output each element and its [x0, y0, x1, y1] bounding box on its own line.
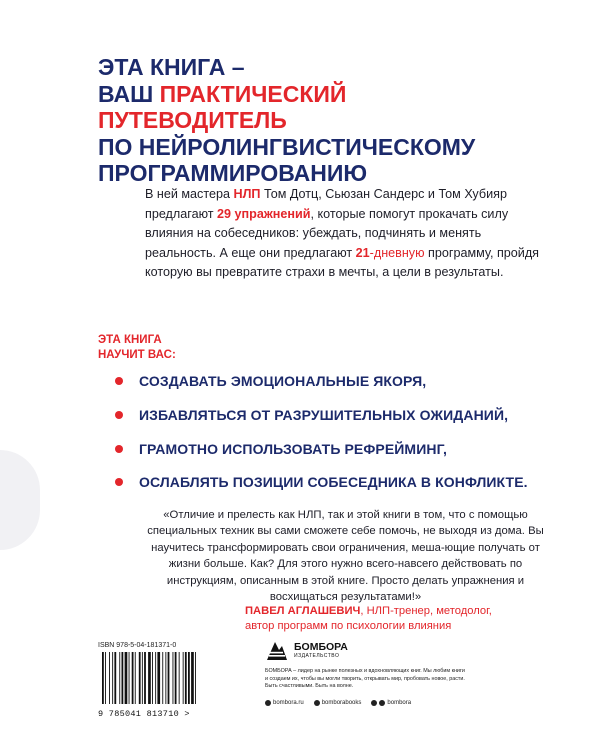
isbn-label: ISBN 978-5-04-181371-0: [98, 642, 177, 649]
intro-text-1: В ней мастера: [145, 187, 234, 201]
barcode-bar: [165, 652, 166, 704]
play-icon: [379, 700, 385, 706]
barcode-bar: [129, 652, 130, 704]
intro-nlp: НЛП: [233, 187, 261, 201]
barcode-bar: [119, 652, 120, 704]
teaches-heading: [98, 333, 176, 363]
testimonial-author: [245, 604, 545, 633]
bullet-dot-icon: [115, 377, 123, 385]
testimonial-quote: «Отличие и прелесть как НЛП, так и этой книги в том, что с помощью специальных техник вы сами сможете себе помочь, не выходя из дома. Вы научитесь трансформировать свои ограничения, меша-ющие получать от жизни больше. Как? Для этого нужно всего-навсего действовать по инструкциям, описанным в этой книге. Просто делать упражнения и восхищаться результатами!»: [147, 509, 544, 604]
social-vk-label: bomborabooks: [321, 700, 362, 706]
barcode-bar: [162, 652, 163, 704]
intro-text-4: программу, пройдя которую вы превратите страхи в мечты, а цели в результаты.: [145, 245, 539, 280]
author-role-1: , НЛП-тренер, методолог,: [360, 605, 492, 617]
intro-days-word: -дневную: [369, 245, 425, 260]
social-tg: [371, 700, 411, 706]
barcode-bar: [183, 652, 184, 704]
barcode-bar: [109, 652, 110, 704]
barcode-bar: [112, 652, 113, 704]
list-item-text: ГРАМОТНО ИСПОЛЬЗОВАТЬ РЕФРЕЙМИНГ,: [139, 440, 448, 457]
bullet-dot-icon: [115, 478, 123, 486]
globe-icon: [265, 700, 271, 706]
intro-text-3: , которые помогут прокачать силу влияния на собеседников: убеждать, подчинять и менять реальность. А еще они предлагают: [145, 206, 509, 260]
barcode-digits: 9 785041 813710 >: [98, 709, 190, 719]
list-item-text: СОЗДАВАТЬ ЭМОЦИОНАЛЬНЫЕ ЯКОРЯ,: [139, 373, 427, 389]
telegram-icon: [371, 700, 377, 706]
list-item: [115, 473, 585, 491]
barcode-bar: [102, 652, 104, 704]
headline-accent-1: ПРАКТИЧЕСКИЙ: [159, 80, 347, 107]
author-name: ПАВЕЛ АГЛАШЕВИЧ: [245, 605, 361, 617]
list-item-text: ИЗБАВЛЯТЬСЯ ОТ РАЗРУШИТЕЛЬНЫХ ОЖИДАНИЙ,: [139, 406, 509, 423]
publisher-name: БОМБОРА: [294, 640, 348, 653]
vk-icon: [314, 700, 320, 706]
barcode-bar: [179, 652, 180, 704]
intro-text-2: Том Дотц, Сьюзан Сандерс и Том Хубияр предлагают: [145, 187, 507, 221]
barcode-bar: [139, 652, 141, 704]
intro-days-num: 21: [355, 245, 370, 260]
headline: [98, 54, 568, 187]
barcode-bar: [125, 652, 128, 704]
social-site-label: bombora.ru: [273, 700, 304, 706]
barcode-bar: [168, 652, 170, 704]
author-role-2: автор программ по психологии влияния: [245, 619, 452, 632]
list-item: [115, 372, 585, 390]
headline-line-1: ЭТА КНИГА –: [98, 54, 245, 80]
barcode-bar: [105, 652, 106, 704]
teaches-line-1: ЭТА КНИГА: [98, 334, 162, 346]
barcode-bar: [155, 652, 156, 704]
barcode-bar: [114, 652, 116, 704]
barcode-bar: [173, 652, 174, 704]
barcode-block: [98, 642, 244, 719]
barcode-bar: [132, 652, 134, 704]
barcode-bar: [157, 652, 160, 704]
intro-paragraph: [145, 185, 555, 283]
bullet-dot-icon: [115, 411, 123, 419]
barcode-bar: [175, 652, 177, 704]
social-tg-label: bombora: [387, 700, 412, 706]
headline-line-4: ПО НЕЙРОЛИНГВИСТИЧЕСКОМУ: [98, 133, 476, 160]
list-item-text: ОСЛАБЛЯТЬ ПОЗИЦИИ СОБЕСЕДНИКА В КОНФЛИКТЕ.: [139, 474, 528, 491]
publisher-description: БОМБОРА – лидер на рынке полезных и вдохновляющих книг. Мы любим книги и создаем их, чтобы вы могли творить, открывать мир, пробовать новое, расти. Быть счастливыми. Быть на волне.: [265, 668, 465, 690]
decorative-shape: [0, 450, 40, 550]
social-site: [265, 700, 304, 706]
teaches-line-2: НАУЧИТ ВАС:: [98, 349, 176, 361]
social-vk: [314, 700, 362, 706]
barcode-bar: [144, 652, 146, 704]
publisher-socials: [265, 700, 411, 706]
list-item: [115, 440, 585, 458]
headline-line-2: [98, 81, 568, 108]
list-item: [115, 406, 585, 424]
barcode-bar: [142, 652, 143, 704]
barcode-bar: [191, 652, 194, 704]
barcode-bar: [148, 652, 151, 704]
intro-exercises: 29 упражнений: [217, 206, 311, 221]
barcode-bar: [122, 652, 124, 704]
headline-accent-2: ПУТЕВОДИТЕЛЬ: [98, 107, 287, 133]
barcode-bar: [135, 652, 136, 704]
barcode-bar: [188, 652, 190, 704]
barcode-bar: [185, 652, 187, 704]
headline-line-5: ПРОГРАММИРОВАНИЮ: [98, 160, 368, 186]
barcode-bar: [152, 652, 153, 704]
bullet-dot-icon: [115, 445, 123, 453]
publisher-sub: ИЗДАТЕЛЬСТВО: [294, 652, 340, 659]
headline-line-2a: ВАШ: [98, 80, 160, 107]
publisher-logo: [265, 638, 348, 662]
skills-list: [115, 372, 585, 507]
bombora-logo-icon: [265, 638, 289, 662]
barcode-bar: [195, 652, 196, 704]
barcode-graphic: [98, 652, 244, 704]
